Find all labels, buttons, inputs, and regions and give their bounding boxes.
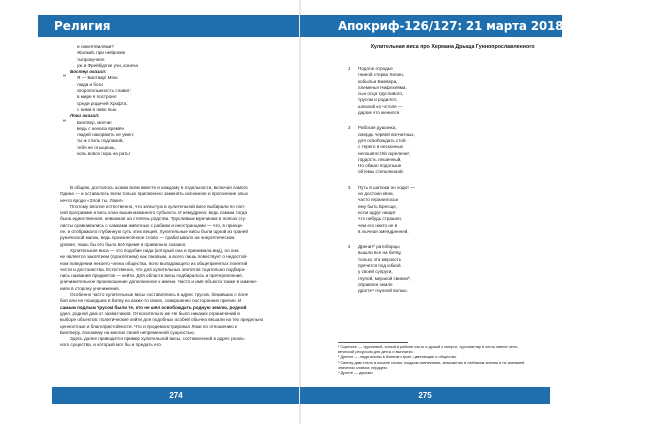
poem-line-text: Биотвер, молчи! <box>77 119 112 125</box>
verse-line: ему быть Бресще, <box>358 203 398 209</box>
verse-number: 4 <box>348 244 351 250</box>
poem-line <box>63 119 270 126</box>
verse-line: смердь червей волчатных, <box>358 131 415 137</box>
verse-line: Рабская душонка, <box>358 125 397 131</box>
prose-text <box>60 185 288 349</box>
footnote-line: веческой ресурсом для деток и выплатки. <box>338 349 414 355</box>
prose-line: В общем, досталось асами всем вместе и каждому в отдельности, включая самого <box>70 185 248 190</box>
verse-line: обтемы стельяннаой. <box>358 169 404 175</box>
poem-line-text: людей накормить не умел; <box>77 132 134 138</box>
footnote-rule <box>338 342 408 343</box>
verse <box>348 244 548 294</box>
verse-line: если адруг нищит <box>358 209 396 215</box>
verse-line: в лычнои змеядренней. <box>358 228 409 234</box>
poem-line-text: Жалкий, при нейрнове <box>77 50 126 56</box>
verse-line: глупой, мерзкой свинки³, <box>358 275 411 281</box>
footnote-line: ¹ Скрелинг — трусливый, хилый в районе часто и душой к смерти, трусливству в честь имени чело- <box>338 344 519 349</box>
prose-line: Здесь далее приводится пример хулительной висы, составленной в адрес реаль- <box>70 336 246 342</box>
verse-line: прячется под юбкой <box>358 263 401 269</box>
footnote-line: ⁴ Драгте — дерьмо. <box>338 370 374 376</box>
prose-line: рунической магии, ведь произнесённое слово — срабатывало на энергетическом <box>60 235 235 241</box>
verse-line: Подлое отродье <box>358 66 393 71</box>
verse-line: у своей супруги, <box>358 269 393 275</box>
left-page-number <box>52 387 300 404</box>
right-page-number-text: 275 <box>418 391 432 400</box>
prose-line: была единственная, неважная на степень родства. Трусливым мужчинам в поясах сгу- <box>60 216 247 222</box>
verse-line: только эта мерзость <box>358 256 402 262</box>
prose-line: ного существа, и который мог бы и предать его. <box>60 342 163 348</box>
prose-line: лись названия предметов — кейти. Для области висы подбиралось и претерпеление, <box>60 273 244 279</box>
prose-line: выборе объектов: политические хейти для подобных особей обычно вешали на тех предельно <box>60 317 264 323</box>
poem-line-text: тебя не отыщешь, <box>77 144 116 150</box>
verse-line: даром что женился <box>358 110 400 116</box>
verse-line: оправлен земле <box>358 281 393 287</box>
verses <box>348 66 548 304</box>
right-header-bar <box>300 15 646 37</box>
prose-line: Биотверу, похожему на многих своей непременной сущностью. <box>60 329 196 335</box>
prose-line: Хулительная виса — это подобие нида (который она и принимала вид), но она <box>70 247 239 253</box>
verse-line: нелошёлстёй скрелени¹, <box>358 150 411 156</box>
footnote-line: ² Дренит — люди-воины в боевом строю, цветающие и общество. <box>338 354 458 360</box>
prose-line: самым подлым трусом были те, кто не шёл освобождать родную землю, родной <box>60 304 247 310</box>
verse-line: но достоин кёни, <box>358 191 394 197</box>
verse-line: сын отца трусливого, <box>358 91 404 97</box>
right-page-number <box>300 387 550 404</box>
verse-line: вышли все на битву, <box>358 250 402 256</box>
poem-line-text: Бостер оказал: <box>70 69 107 75</box>
prose-line: пе, и отображало глубинную суть этих вещей. Хулительные висы были одной из граней <box>60 229 248 235</box>
verse-line: Путь в шатюки он ходит — <box>358 184 415 190</box>
prose-line: ниях в сторону уничижения. <box>60 285 120 291</box>
prose-line: уровне, лишь бы его было всё время и правильно сказано. <box>60 241 187 247</box>
right-page <box>300 0 646 424</box>
poem-line <box>70 151 270 157</box>
prose-line: ном поведении некоего члена общества, ясно выпадающего из общепринятых понятий <box>60 260 248 266</box>
poem-line-text: скоропольжность славит: <box>77 88 132 94</box>
prose-line: ценностные и благопристойности. Что и продемонстрировал Локи по отношению к <box>60 323 237 329</box>
prose-line: Одина — и оставалось всем только присвоенно заменять изгнанное и прогонение злых <box>60 191 248 197</box>
poem-line-text: с ними я пиво пью. <box>77 106 118 112</box>
verse-line: шлюхой ко чстоле — <box>358 103 403 109</box>
left-page-number-text: 274 <box>169 391 183 400</box>
poem-excerpt <box>63 44 270 157</box>
prose-line: листы сравнивались с самками животных с рабами и иностранцами — что, в принци- <box>60 222 244 228</box>
verse-line: чем его никто не в <box>358 222 398 228</box>
verse-line: что нибудь страшен, <box>358 216 402 222</box>
verse <box>348 185 548 235</box>
verse-number: 3 <box>348 184 351 190</box>
prose-line: уничижительное произношение дополненное к имени. Часто и имя объекта также в измене- <box>60 279 258 285</box>
prose-line: Поэтому вполне естественно, что зачастую в хулительной висе выбирали по пол- <box>70 203 246 209</box>
left-page <box>0 0 300 424</box>
verse-line: драгте⁴ гнуоной волью. <box>358 288 408 294</box>
verse <box>348 66 548 116</box>
prose-line: боя или не пошедших в битву из каких-то своих, совершенно посторонних причин. И <box>60 298 242 304</box>
poem-line-text: Локи оказал: <box>70 113 100 119</box>
footnote-line: значения словом, сердцем. <box>338 364 388 370</box>
poem-line-text: среди родичей Хрофта, <box>77 100 128 106</box>
prose-line: Особенно часто хулительные висы составлялись в адрес трусов, бежавших с поле <box>70 292 249 298</box>
poem-line-text: и ликептвилями? <box>77 44 114 49</box>
prose-line: чести и достоинства. Естественно, что для хулительных эпитетов тщательно подбира- <box>60 266 246 272</box>
verse <box>348 125 548 175</box>
poem-line-text: ведь с начала времён <box>77 125 125 131</box>
verse-line: Дренит² ратоборцы <box>358 244 400 250</box>
verse-line: кобыльи Бжевера, <box>358 78 398 84</box>
right-header-title: Апокриф-126/127: 21 марта 2018 (ГЪ5.4 е.л.) <box>338 19 646 33</box>
verse-number: 1 <box>348 66 351 71</box>
verse-line: часто игранилосьи <box>358 197 399 203</box>
poem-line <box>63 75 270 82</box>
poem-title: Хулительная виса про Хермана Дрыща Гуннопрославленного <box>370 44 535 50</box>
left-header-title: Религия <box>54 19 111 33</box>
verse-number: 2 <box>348 125 351 131</box>
prose-line: не является заклятием (проклятием) как таковым, а всего лишь повествует о недостой- <box>60 254 248 260</box>
verse-line: Но обжал подольше <box>358 163 402 169</box>
footnote-line: ³ Свинку дам стало в начале слова, гладком извлекании, знакомство в любимом знании и не имевшей <box>338 359 525 365</box>
poem-line-text: в мире я построил <box>77 94 117 100</box>
poem-line-text: люди и боги <box>77 81 103 87</box>
left-header-bar <box>38 15 300 37</box>
poem-line-text: коль вовсе пора на рать! <box>77 151 130 157</box>
verse-line: трусом и родился, <box>358 97 398 103</box>
prose-line: ной программе и весь клан вышеназванного субъекта. И немудрено: ведь самым тогда <box>60 210 247 216</box>
verse-line: с терего в несконных <box>358 144 404 150</box>
footnotes <box>338 344 570 375</box>
poem-line-text: ты ж стиль подламой, <box>77 138 124 144</box>
poem-line-text: тыпрокучнял <box>77 56 105 62</box>
poem-line-text: Я — Биотвар! Мою <box>77 75 118 81</box>
verse-line: для освобождать стой <box>358 137 406 143</box>
poem-line-text: уж и Фрейбургке учи, конеча <box>77 62 138 68</box>
quote-mark-icon: “ <box>63 119 66 126</box>
prose-line: удел, родной дом от захватчиков. Относительно же Не было никаких ограничений в <box>60 310 240 316</box>
verse-line: племенья Нифлхейма, <box>358 84 407 90</box>
verse-line: гордость лешенный, <box>358 156 402 162</box>
verse-line: гниной стерва Хелин, <box>358 72 404 78</box>
prose-line: нечто вроде «Злой ты, Локи!» <box>60 197 124 203</box>
quote-mark-icon: “ <box>63 75 66 82</box>
